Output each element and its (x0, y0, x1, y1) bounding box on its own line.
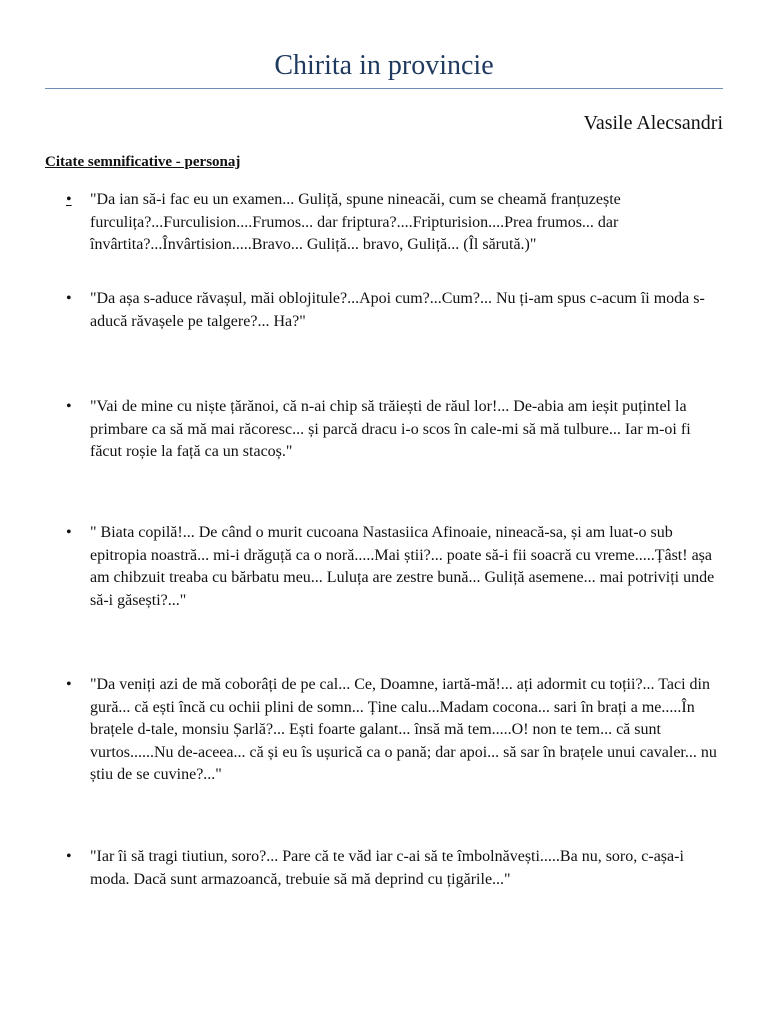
quote-item (66, 288, 726, 333)
bullet-icon: • (66, 290, 72, 307)
quote-text: "Da așa s-aduce răvașul, măi oblojitule?...Apoi cum?...Cum?... Nu ți-am spus c-acum îi moda s-aducă răvașele pe talgere?... Ha?" (90, 290, 705, 330)
bullet-icon: • (66, 398, 72, 415)
quote-text: "Vai de mine cu niște țărănoi, că n-ai chip să trăiești de răul lor!... De-abia am ieșit puțintel la primbare ca să mă mai răcoresc... și parcă dracu i-o scos în cale-mi să mă tulbure... Iar m-oi fi făcut roșie la față ca un stacoș." (90, 398, 691, 460)
quote-text: " Biata copilă!... De când o murit cucoana Nastasiica Afinoaie, nineacă-sa, și am luat-o sub epitropia noastră... mi-i drăguță ca o noră.....Mai știi?... poate să-i fii soacră cu vreme.....Țâst! așa am chibzuit treaba cu bărbatu meu... Luluța are zestre bună... Guliță asemene... mai potriviți unde să-i găsești?..." (90, 524, 715, 609)
quote-item (66, 396, 726, 464)
quote-item (66, 189, 726, 257)
bullet-icon: • (66, 848, 72, 865)
quote-text: "Da veniți azi de mă coborâți de pe cal... Ce, Doamne, iartă-mă!... ați adormit cu toții?... Taci din gură... că ești încă cu ochii plini de somn... Ține calu...Madam cocona... sari în brați a me.....În brațele d-tale, monsiu Șarlă?... Ești foarte galant... însă mă tem.....O! non te tem... că sunt vurtos......Nu de-aceea... că și eu îs ușurică ca o pană; dar apoi... să sar în brațele unui cavaler... nu știu de se cuvine?..." (90, 676, 717, 783)
section-heading: Citate semnificative - personaj (45, 154, 241, 170)
bullet-icon: • (66, 191, 72, 208)
title-divider (45, 88, 723, 89)
quote-text: "Iar îi să tragi tiutiun, soro?... Pare că te văd iar c-ai să te îmbolnăvești.....Ba nu, soro, c-așa-i moda. Dacă sunt armazoancă, trebuie să mă deprind cu țigările..." (90, 848, 684, 888)
quote-item (66, 522, 726, 612)
bullet-icon: • (66, 524, 72, 541)
page-title: Chirita in provincie (274, 50, 494, 81)
quote-item (66, 674, 726, 787)
quote-item (66, 846, 726, 891)
quote-text: "Da ian să-i fac eu un examen... Guliță, spune nineacăi, cum se cheamă franțuzește furculița?...Furculision....Frumos... dar friptura?....Fripturision....Prea frumos... dar învârtita?...Învârtision.....Bravo... Guliță... bravo, Guliță... (Îl sărută.)" (90, 191, 621, 253)
bullet-icon: • (66, 676, 72, 693)
author-name: Vasile Alecsandri (583, 112, 723, 134)
